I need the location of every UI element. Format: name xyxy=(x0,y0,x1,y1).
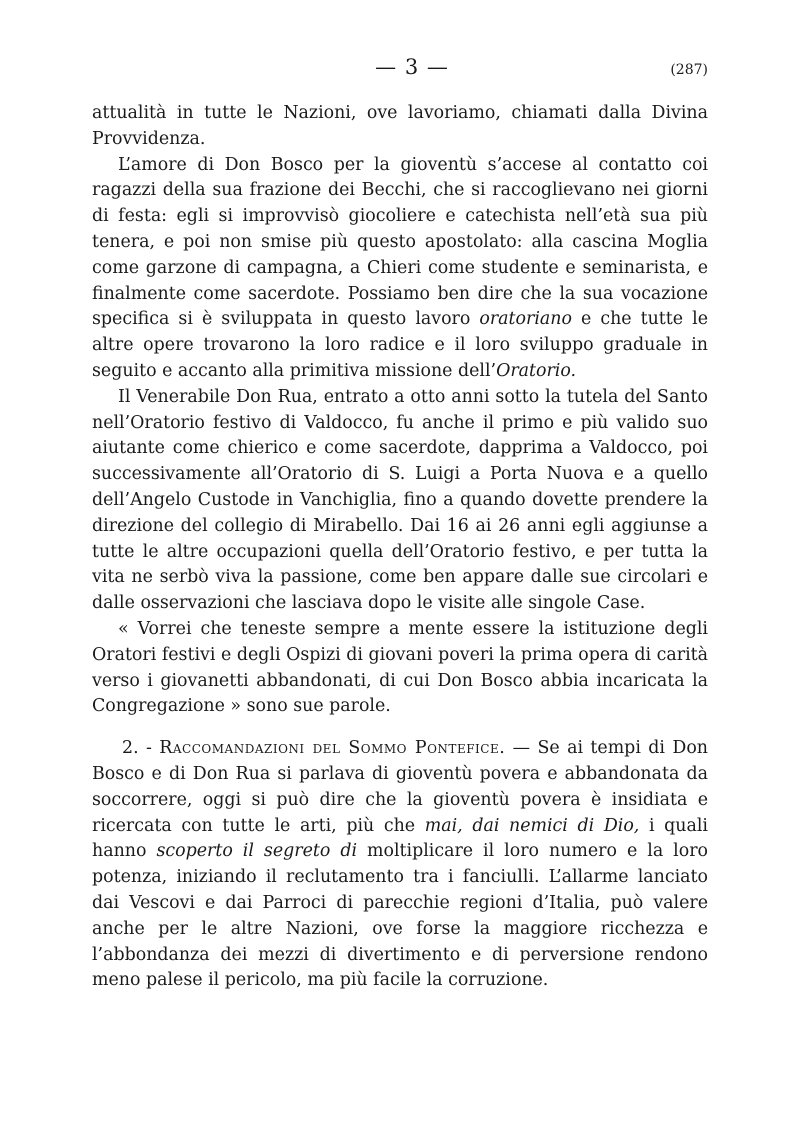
page-header xyxy=(92,55,708,85)
italic-text: mai, dai nemici di Dio, xyxy=(424,815,640,836)
section-2-paragraph xyxy=(92,736,708,994)
text-run: L’amore di Don Bosco per la gioventù s’accese al contatto coi ragazzi della sua frazione dei Becchi, che si raccoglievano nei giorni di festa: egli si improvvisò giocoliere e catechista nell’età sua più tenera, e poi non smise più questo apostolato: alla cascina Moglia come garzone di campagna, a Chieri come studente e seminarista, e finalmente come sacerdote. Possiamo ben dire che la sua vocazione specifica si è sviluppata in questo lavoro xyxy=(92,154,708,330)
italic-text: oratoriano xyxy=(479,309,572,330)
paragraph-3 xyxy=(92,385,708,617)
italic-text: Oratorio. xyxy=(496,360,577,381)
text-run: 2. - xyxy=(122,738,160,759)
body-text xyxy=(92,101,708,994)
paragraph-2 xyxy=(92,153,708,385)
text-run: Il Venerabile Don Rua, entrato a otto anni sotto la tutela del Santo nell’Oratorio festivo di Valdocco, fu anche il primo e più valido suo aiutante come chierico e come sacerdote, dapprima a Valdocco, poi successivamente all’Oratorio di S. Luigi a Porta Nuova e a quello dell’Angelo Custode in Vanchiglia, fino a quando dovette prendere la direzione del collegio di Mirabello. Dai 16 ai 26 anni egli aggiunse a tutte le altre occupazioni quella dell’Oratorio festivo, e per tutta la vita ne serbò viva la passione, come ben appare dalle sue circolari e dalle osservazioni che lasciava dopo le visite alle singole Case. xyxy=(92,386,708,614)
text-run: attualità in tutte le Nazioni, ove lavoriamo, chiamati dalla Divina Provvidenza. xyxy=(92,103,708,149)
paragraph-1 xyxy=(92,101,708,153)
italic-text: scoperto il segreto di xyxy=(156,841,358,862)
text-run: i quali hanno xyxy=(92,815,708,862)
text-run: — Se ai tempi di Don Bosco e di Don Rua si parlava di gioventù povera e abbandonata da soccorrere, oggi si può dire che la gioventù povera è insidiata e ricercata con tutte le arti, più che xyxy=(92,738,709,836)
text-run: e che tutte le altre opere trovarono la loro radice e il loro sviluppo graduale in seguito e accanto alla primitiva missione dell’ xyxy=(92,309,708,381)
text-run: « Vorrei che teneste sempre a mente essere la istituzione degli Oratori festivi e degli Ospizi di giovani poveri la prima opera di carità verso i giovanetti abbandonati, di cui Don Bosco abbia incaricata la Congregazione » sono sue parole. xyxy=(92,618,708,717)
paragraph-4-quote xyxy=(92,617,708,720)
page-reference: (287) xyxy=(670,62,708,78)
text-run: moltiplicare il loro numero e la loro potenza, iniziando il reclutamento tra i fanciulli. L’allarme lanciato dai Vescovi e dai Parroci di parecchie regioni d’Italia, può valere anche per le altre Nazioni, ove forse la maggiore ricchezza e l’abbondanza dei mezzi di divertimento e di perversione rendono meno palese il pericolo, ma più facile la corruzione. xyxy=(92,841,708,991)
page-number: — 3 — xyxy=(375,55,449,79)
section-heading: Raccomandazioni del Sommo Pontefice. xyxy=(159,738,506,759)
